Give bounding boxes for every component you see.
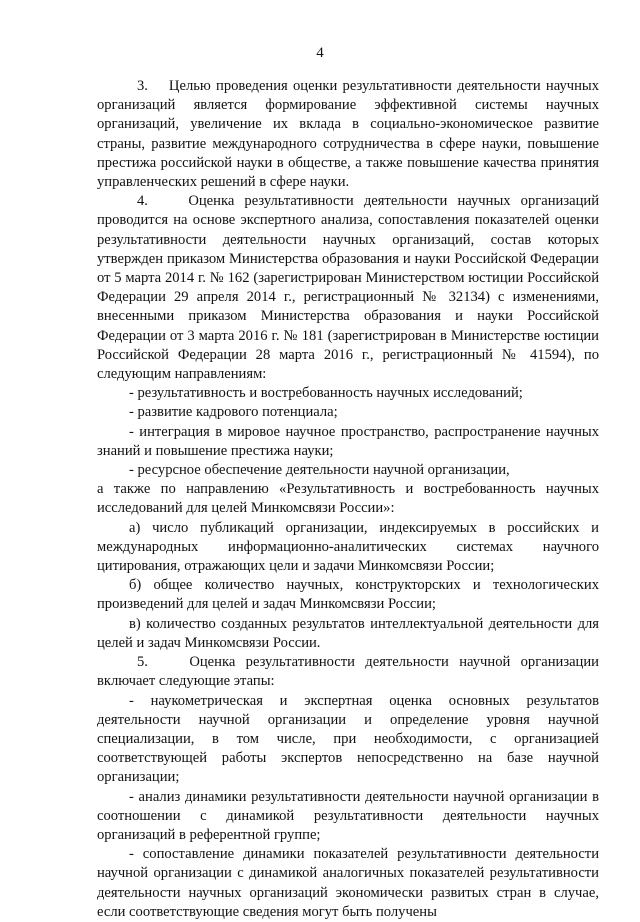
list-item-stage-2: - анализ динамики результативности деятельности научной организации в соотношении с динамикой результативности деятельности научных организаций в референтной группе; <box>97 788 599 843</box>
list-item-v: в) количество созданных результатов интеллектуальной деятельности для целей и задач Минкомсвязи России. <box>97 615 599 651</box>
list-item-stage-3: - сопоставление динамики показателей результативности деятельности научной организации с динамикой аналогичных показателей результативности деятельности научных организаций экономически развитых стран в случае, если соответствующие сведения могут быть получены <box>97 846 599 920</box>
paragraph-4-continuation: а также по направлению «Результативность и востребованность научных исследований для целей Минкомсвязи России»: <box>97 481 599 517</box>
paragraph-5: 5. Оценка результативности деятельности научной организации включает следующие этапы: <box>97 654 599 690</box>
page-number: 4 <box>316 45 324 61</box>
list-item-b: б) общее количество научных, конструкторских и технологических произведений для целей и задач Минкомсвязи России; <box>97 577 599 613</box>
document-body <box>97 77 599 922</box>
list-item-a: а) число публикаций организации, индексируемых в российских и международных информационно-аналитических системах научного цитирования, отражающих цели и задачи Минкомсвязи России; <box>97 519 599 575</box>
paragraph-4: 4. Оценка результативности деятельности научных организаций проводится на основе экспертного анализа, сопоставления показателей оценки результативности деятельности научных организаций, состав которых утвержден приказом Министерства образования и науки Российской Федерации от 5 марта 2014 г. № 162 (зарегистрирован Министерством юстиции Российской Федерации 29 апреля 2014 г., регистрационный № 32134) с изменениями, внесенными приказом Министерства образования и науки Российской Федерации от 3 марта 2016 г. № 181 (зарегистрирован в Министерстве юстиции Российской Федерации 28 марта 2016 г., регистрационный № 41594), по следующим направлениям: <box>97 193 599 383</box>
paragraph-3: 3. Целью проведения оценки результативности деятельности научных организаций является формирование эффективной системы научных организаций, увеличение их вклада в социально-экономическое развитие страны, развитие международного сотрудничества в сфере науки, повышение престижа российской науки в обществе, а также повышение качества принятия управленческих решений в сфере науки. <box>97 78 599 191</box>
list-item-stage-1: - наукометрическая и экспертная оценка основных результатов деятельности научной организации и определение уровня научной специализации, в том числе, при необходимости, с организацией соответствующей работы экспертов непосредственно на базе научной организации; <box>97 692 599 786</box>
list-item-direction-3: - интеграция в мировое научное пространство, распространение научных знаний и повышение престижа науки; <box>97 423 599 459</box>
list-item-direction-4: - ресурсное обеспечение деятельности научной организации, <box>129 462 510 479</box>
list-item-direction-1: - результативность и востребованность научных исследований; <box>129 385 523 402</box>
list-item-direction-2: - развитие кадрового потенциала; <box>129 404 338 421</box>
